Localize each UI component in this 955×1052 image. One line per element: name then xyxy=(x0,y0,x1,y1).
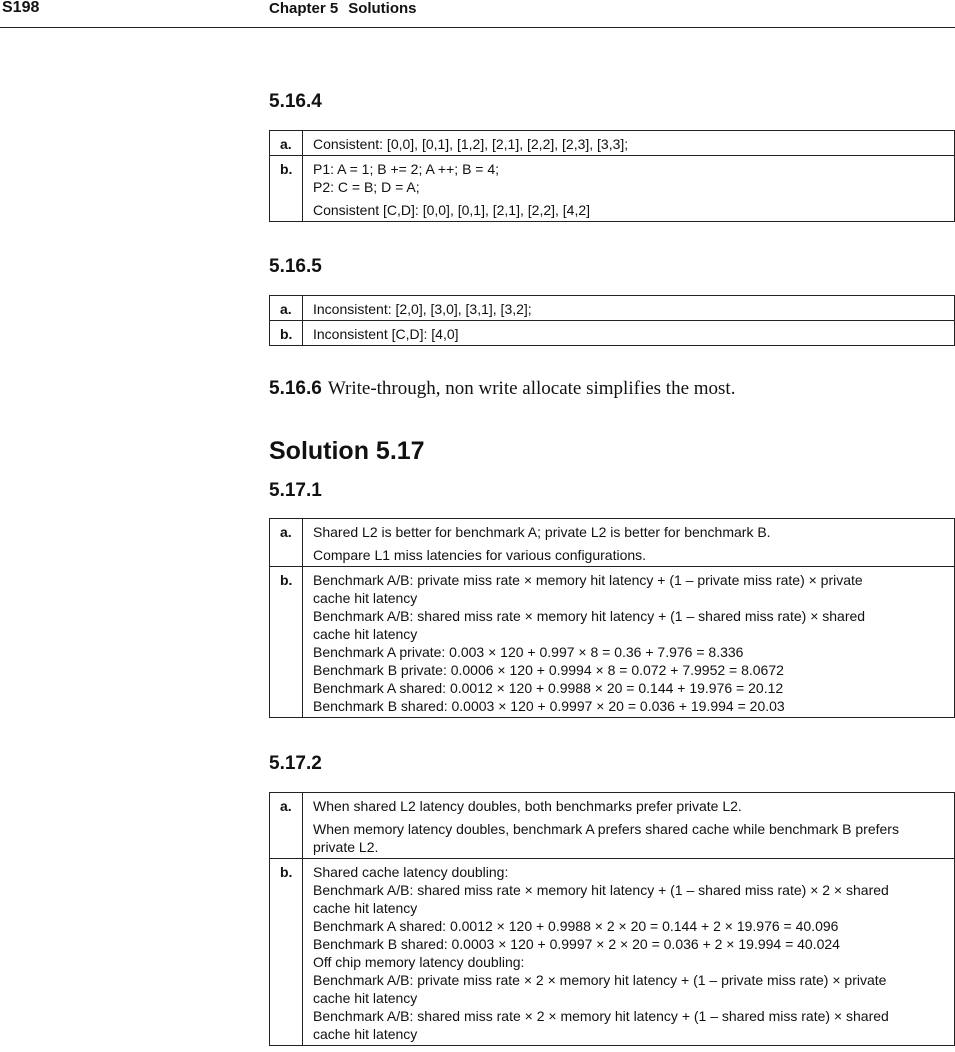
row-label: a. xyxy=(270,131,303,156)
text-line: Benchmark A/B: shared miss rate × 2 × memory hit latency + (1 – shared miss rate) × shared xyxy=(313,1008,889,1024)
table-row xyxy=(270,296,955,321)
table-row xyxy=(270,519,955,567)
table-row xyxy=(270,567,955,718)
solution-heading: Solution 5.17 xyxy=(269,437,425,465)
text-line: Benchmark B private: 0.0006 × 120 + 0.9994 × 8 = 0.072 + 7.9952 = 8.0672 xyxy=(313,662,784,678)
text-line: Benchmark B shared: 0.0003 × 120 + 0.9997 × 20 = 0.036 + 19.994 = 20.03 xyxy=(313,698,785,714)
table-5-17-2 xyxy=(269,792,955,1046)
table-row xyxy=(270,859,955,1046)
text-line: Benchmark A/B: private miss rate × memory hit latency + (1 – private miss rate) × private xyxy=(313,572,863,588)
section-label: Solutions xyxy=(348,0,417,17)
text-line: cache hit latency xyxy=(313,626,418,642)
text-line: Benchmark A/B: shared miss rate × memory hit latency + (1 – shared miss rate) × 2 × shared xyxy=(313,882,889,898)
running-head xyxy=(269,0,417,17)
table-row xyxy=(270,156,955,222)
row-label: a. xyxy=(270,519,303,567)
row-label: a. xyxy=(270,793,303,859)
text-line: Benchmark A shared: 0.0012 × 120 + 0.9988 × 20 = 0.144 + 19.976 = 20.12 xyxy=(313,680,784,696)
heading-5-16-5: 5.16.5 xyxy=(269,256,322,277)
row-text: Inconsistent [C,D]: [4,0] xyxy=(303,321,955,346)
chapter-label: Chapter 5 xyxy=(269,0,339,17)
row-text xyxy=(303,859,955,1046)
row-text: Inconsistent: [2,0], [3,0], [3,1], [3,2]; xyxy=(303,296,955,321)
text-line: Benchmark A/B: private miss rate × 2 × memory hit latency + (1 – private miss rate) × private xyxy=(313,972,887,988)
text-line: Compare L1 miss latencies for various configurations. xyxy=(313,547,647,563)
heading-5-16-4: 5.16.4 xyxy=(269,91,322,112)
text-line: When memory latency doubles, benchmark A prefers shared cache while benchmark B prefers xyxy=(313,821,899,837)
text-line: Off chip memory latency doubling: xyxy=(313,954,525,970)
paragraph-5-16-6 xyxy=(269,378,735,400)
paragraph-text: Write-through, non write allocate simplifies the most. xyxy=(327,378,736,399)
page-header xyxy=(0,0,955,28)
text-line: Shared cache latency doubling: xyxy=(313,864,509,880)
row-label: b. xyxy=(270,156,303,222)
text-line: Benchmark B shared: 0.0003 × 120 + 0.9997 × 2 × 20 = 0.036 + 2 × 19.994 = 40.024 xyxy=(313,936,840,952)
table-5-16-4 xyxy=(269,130,955,222)
text-line: P1: A = 1; B += 2; A ++; B = 4; xyxy=(313,161,500,177)
table-5-16-5 xyxy=(269,295,955,346)
row-text xyxy=(303,519,955,567)
row-text xyxy=(303,793,955,859)
text-line: When shared L2 latency doubles, both benchmarks prefer private L2. xyxy=(313,798,742,814)
row-label: b. xyxy=(270,567,303,718)
heading-5-17-2: 5.17.2 xyxy=(269,753,322,774)
table-row xyxy=(270,793,955,859)
text-line: Shared L2 is better for benchmark A; private L2 is better for benchmark B. xyxy=(313,524,771,540)
page-number: S198 xyxy=(2,0,40,16)
text-line: Benchmark A/B: shared miss rate × memory hit latency + (1 – shared miss rate) × shared xyxy=(313,608,866,624)
row-text: Consistent: [0,0], [0,1], [1,2], [2,1], [2,2], [2,3], [3,3]; xyxy=(303,131,955,156)
row-text xyxy=(303,156,955,222)
heading-5-17-1: 5.17.1 xyxy=(269,480,322,501)
heading-5-16-6: 5.16.6 xyxy=(269,378,322,399)
row-label: b. xyxy=(270,321,303,346)
text-line: P2: C = B; D = A; xyxy=(313,179,420,195)
text-line: cache hit latency xyxy=(313,1026,418,1042)
row-label: b. xyxy=(270,859,303,1046)
table-row xyxy=(270,321,955,346)
text-line: Benchmark A shared: 0.0012 × 120 + 0.9988 × 2 × 20 = 0.144 + 2 × 19.976 = 40.096 xyxy=(313,918,839,934)
text-line: private L2. xyxy=(313,839,379,855)
text-line: cache hit latency xyxy=(313,900,418,916)
row-text xyxy=(303,567,955,718)
text-line: cache hit latency xyxy=(313,590,418,606)
table-row xyxy=(270,131,955,156)
text-line: cache hit latency xyxy=(313,990,418,1006)
row-label: a. xyxy=(270,296,303,321)
table-5-17-1 xyxy=(269,518,955,718)
text-line: Benchmark A private: 0.003 × 120 + 0.997 × 8 = 0.36 + 7.976 = 8.336 xyxy=(313,644,744,660)
text-line: Consistent [C,D]: [0,0], [0,1], [2,1], [2,2], [4,2] xyxy=(313,202,591,218)
